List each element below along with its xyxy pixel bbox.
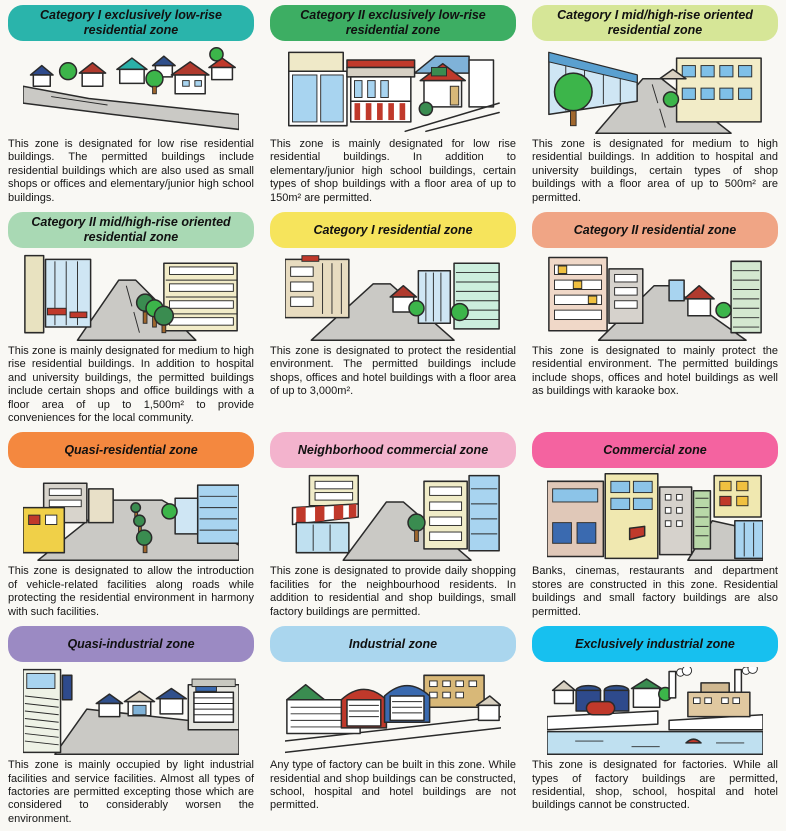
- street-residential-2-illustration: [547, 253, 763, 341]
- zone-card-category-1-residential: [270, 212, 516, 425]
- zone-illustration: [285, 253, 501, 341]
- zone-card-quasi-industrial: [8, 626, 254, 826]
- zone-illustration: [23, 473, 239, 561]
- zone-illustration: [547, 473, 763, 561]
- zone-header-industrial: [270, 626, 516, 662]
- zone-description: This zone is designated to provide daily shopping facilities for the neighbourhood residents. In addition to residential and shop buildings, small factory buildings are permitted.: [270, 565, 516, 618]
- zone-illustration: [285, 667, 501, 755]
- factory-warehouses-illustration: [285, 667, 501, 755]
- zone-header-category-2-exclusively-low-rise-residential: [270, 5, 516, 41]
- road-with-median-illustration: [23, 473, 239, 561]
- zone-description: This zone is designated to protect the residential environment. The permitted buildings include shops, offices and hotel buildings with a floor area of up to 3,000m².: [270, 345, 516, 398]
- zone-description: This zone is designated for low rise residential buildings. The permitted buildings include residential buildings which are also used as small shops or offices and elementary/junior high school buildings.: [8, 138, 254, 204]
- zone-illustration: [547, 667, 763, 755]
- zone-title: Category II exclusively low-rise residential zone: [300, 8, 486, 37]
- zone-card-category-2-residential: [532, 212, 778, 425]
- zone-card-neighborhood-commercial: [270, 432, 516, 619]
- zone-description: This zone is mainly designated for medium to high rise residential buildings. In addition to hospital and university buildings, the permitted buildings include certain shops and office buildings with a floor area of up to 1,500m² to provide conveniences for the local community.: [8, 345, 254, 425]
- zone-title: Category II residential zone: [573, 222, 737, 237]
- zone-title: Quasi-industrial zone: [67, 636, 195, 651]
- zone-card-category-2-exclusively-low-rise-residential: [270, 5, 516, 205]
- zone-card-commercial: [532, 432, 778, 619]
- zone-illustration: [285, 473, 501, 561]
- zone-illustration: [547, 253, 763, 341]
- dense-commercial-illustration: [547, 473, 763, 561]
- zone-description: Any type of factory can be built in this zone. While residential and shop buildings can be constructed, school, hospital and hotel buildings are not permitted.: [270, 759, 516, 812]
- zone-title: Category I residential zone: [313, 222, 473, 237]
- zone-header-exclusively-industrial: [532, 626, 778, 662]
- zone-card-category-2-mid-high-rise-residential: [8, 212, 254, 425]
- zone-illustration: [23, 667, 239, 755]
- zone-card-quasi-residential: [8, 432, 254, 619]
- shopping-street-illustration: [285, 473, 501, 561]
- low-rise-shops-illustration: [285, 46, 501, 134]
- zone-header-commercial: [532, 432, 778, 468]
- zone-title: Exclusively industrial zone: [575, 636, 735, 651]
- zone-description: Banks, cinemas, restaurants and department stores are constructed in this zone. Residential buildings and small factory buildings are also permitted.: [532, 565, 778, 618]
- low-rise-houses-illustration: [23, 46, 239, 134]
- zone-card-category-1-exclusively-low-rise-residential: [8, 5, 254, 205]
- zone-header-quasi-industrial: [8, 626, 254, 662]
- zone-card-category-1-mid-high-rise-residential: [532, 5, 778, 205]
- zone-header-neighborhood-commercial: [270, 432, 516, 468]
- zone-title: Industrial zone: [348, 636, 438, 651]
- zone-illustration: [23, 46, 239, 134]
- zone-header-category-2-mid-high-rise-residential: [8, 212, 254, 248]
- zone-title: Category I mid/high-rise oriented residential zone: [557, 8, 753, 37]
- street-residential-1-illustration: [285, 253, 501, 341]
- zone-illustration: [285, 46, 501, 134]
- zone-description: This zone is mainly occupied by light industrial facilities and service facilities. Almost all types of factories are permitted excepting those which are considered to considerably worsen the environment.: [8, 759, 254, 825]
- zone-card-industrial: [270, 626, 516, 826]
- zone-title: Quasi-residential zone: [64, 443, 198, 458]
- zone-description: This zone is designated to allow the introduction of vehicle-related facilities along roads while protecting the residential environment in harmony with such facilities.: [8, 565, 254, 618]
- zone-illustration: [547, 46, 763, 134]
- zone-title: Category II mid/high-rise oriented residential zone: [31, 215, 231, 245]
- heavy-industry-waterfront-illustration: [547, 667, 763, 755]
- zone-title: Category I exclusively low-rise residential zone: [39, 8, 223, 37]
- zone-description: This zone is designated for medium to high residential buildings. In addition to hospital and university buildings, certain types of shop buildings with a floor area of up to 500m² are permitted.: [532, 138, 778, 204]
- zone-description: This zone is mainly designated for low rise residential buildings. In addition to elementary/junior high school buildings, certain types of shop buildings with a floor area of up to 150m² are permitted.: [270, 138, 516, 204]
- zone-header-category-2-residential: [532, 212, 778, 248]
- zone-description: This zone is designated to mainly protect the residential environment. The permitted buildings include shops, offices and hotel buildings as well as buildings with karaoke box.: [532, 345, 778, 398]
- zone-illustration: [23, 253, 239, 341]
- street-midrise-illustration: [547, 46, 763, 134]
- zone-header-category-1-exclusively-low-rise-residential: [8, 5, 254, 41]
- zone-title: Commercial zone: [603, 443, 707, 458]
- street-highrise-illustration: [23, 253, 239, 341]
- zone-header-category-1-mid-high-rise-residential: [532, 5, 778, 41]
- zone-card-exclusively-industrial: [532, 626, 778, 826]
- zone-header-quasi-residential: [8, 432, 254, 468]
- zone-header-category-1-residential: [270, 212, 516, 248]
- zone-description: This zone is designated for factories. While all types of factory buildings are permitted, residential, shop, school, hospital and hotel buildings cannot be constructed.: [532, 759, 778, 812]
- light-industrial-illustration: [23, 667, 239, 755]
- zone-title: Neighborhood commercial zone: [297, 443, 489, 458]
